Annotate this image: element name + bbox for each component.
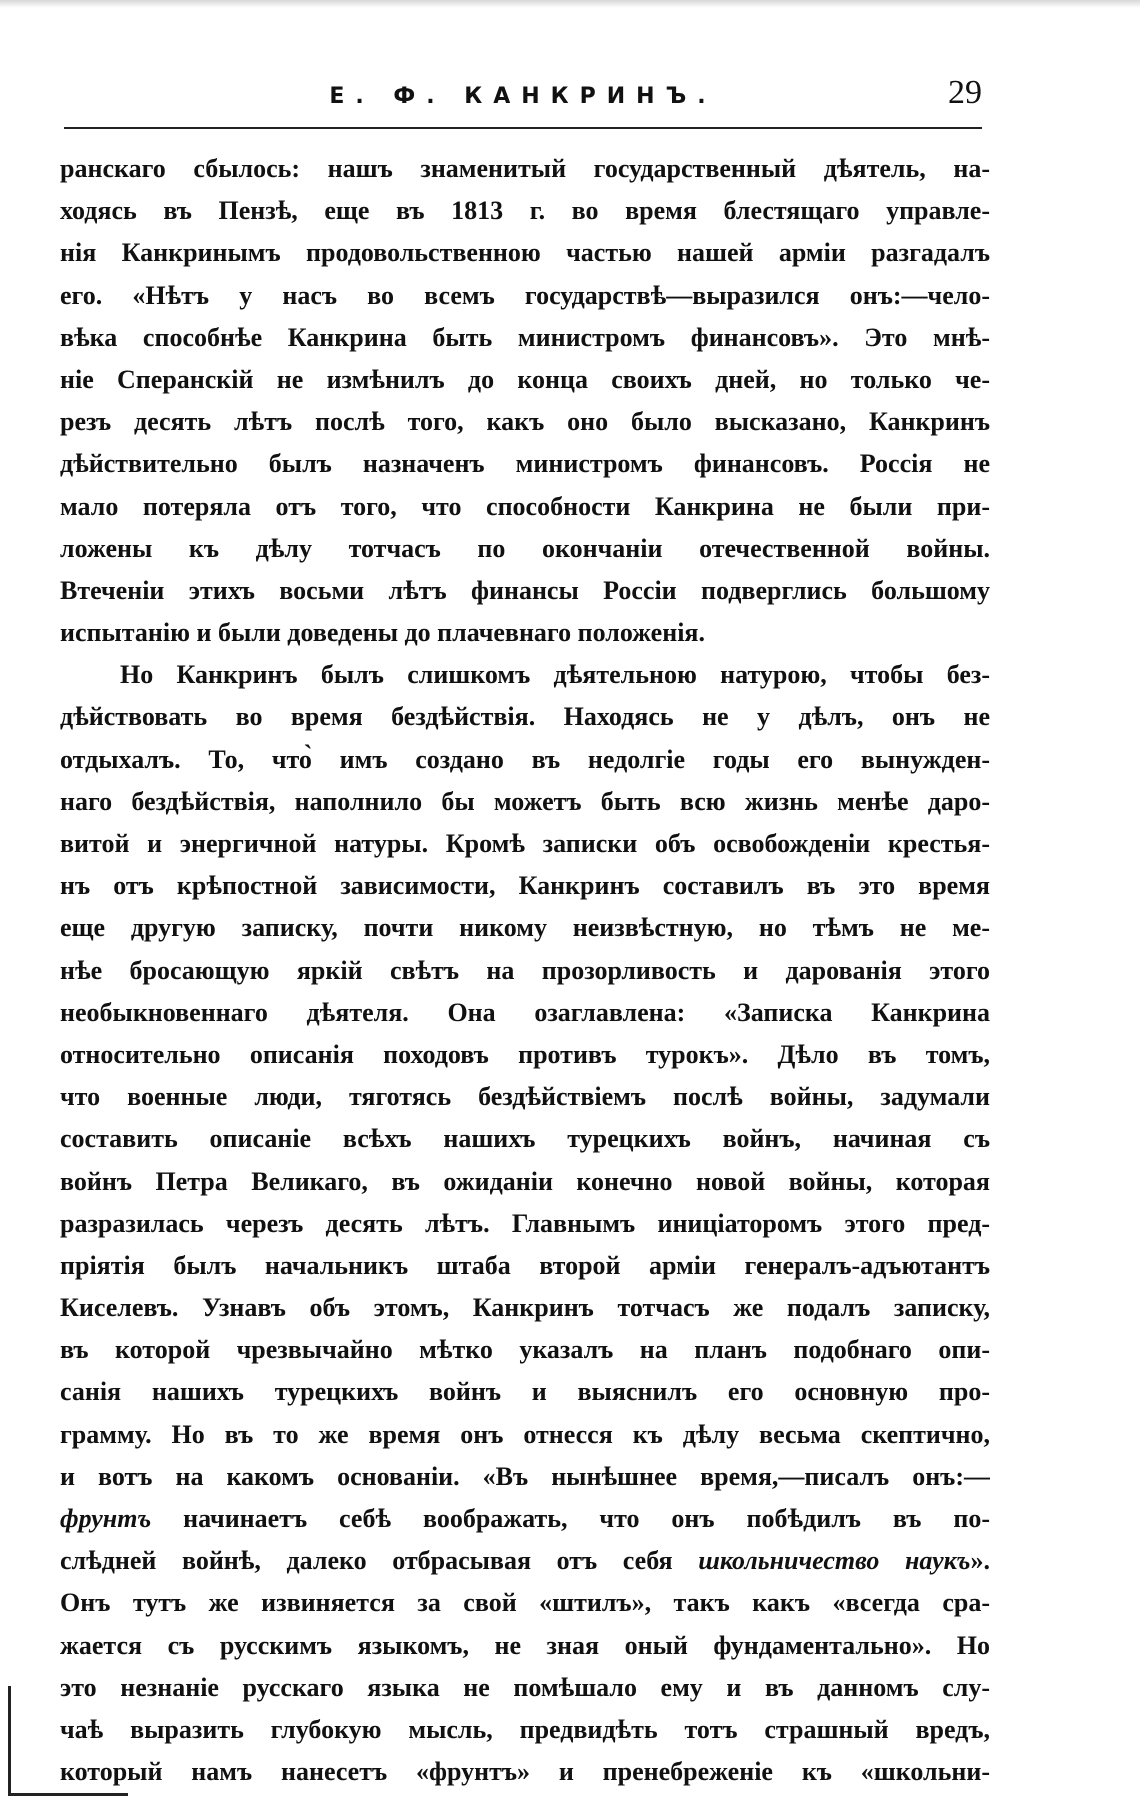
text-line: который намъ нанесетъ «фрунтъ» и пренебреженіе къ «школьни-	[60, 1757, 990, 1787]
running-title: Е. Ф. КАНКРИНЪ.	[329, 84, 717, 109]
text-line: резъ десять лѣтъ послѣ того, какъ оно было высказано, Канкринъ	[60, 407, 990, 437]
text-line: нъ отъ крѣпостной зависимости, Канкринъ составилъ въ это время	[60, 871, 990, 901]
text-line: и вотъ на какомъ основаніи. «Въ нынѣшнее время,—писалъ онъ:—	[60, 1461, 990, 1491]
running-head	[64, 74, 982, 126]
text-line: жается съ русскимъ языкомъ, не зная оный фундаментально». Но	[60, 1630, 990, 1660]
text-line: чаѣ выразить глубокую мысль, предвидѣть тотъ страшный вредъ,	[60, 1714, 990, 1744]
text-line: Втеченіи этихъ восьми лѣтъ финансы Россіи подверглись большому	[60, 575, 990, 605]
page-number: 29	[948, 74, 982, 111]
text-line: ложены къ дѣлу тотчасъ по окончаніи отечественной войны.	[60, 533, 990, 563]
text-line: его. «Нѣтъ у насъ во всемъ государствѣ—выразился онъ:—чело-	[60, 280, 990, 310]
scan-margin-mark-horizontal	[8, 1793, 128, 1796]
text-line: это незнаніе русскаго языка не помѣшало ему и въ данномъ слу-	[60, 1672, 990, 1702]
text-line: дѣйствительно былъ назначенъ министромъ финансовъ. Россія не	[60, 449, 990, 479]
text-line: ранскаго сбылось: нашъ знаменитый государственный дѣятель, на-	[60, 154, 990, 183]
text-line: ніе Сперанскій не измѣнилъ до конца своихъ дней, но только че-	[60, 364, 990, 394]
header-rule	[64, 127, 982, 129]
text-line: еще другую записку, почти никому неизвѣстную, но тѣмъ не ме-	[60, 913, 990, 943]
text-line: войнъ Петра Великаго, въ ожиданіи конечно новой войны, которая	[60, 1166, 990, 1196]
scan-margin-mark	[8, 1686, 11, 1796]
line-tail: ».	[970, 1546, 990, 1576]
italic-frunt: фрунтъ	[60, 1504, 152, 1533]
text-line: наго бездѣйствія, наполнило бы можетъ быть всю жизнь менѣе даро-	[60, 786, 990, 816]
text-line: мало потеряла отъ того, что способности Канкрина не были при-	[60, 491, 990, 521]
text-line: составить описаніе всѣхъ нашихъ турецкихъ войнъ, начиная съ	[60, 1124, 990, 1154]
scan-edge	[0, 0, 1140, 8]
text-line: санія нашихъ турецкихъ войнъ и выяснилъ его основную про-	[60, 1377, 990, 1407]
text-line: относительно описанія походовъ противъ турокъ». Дѣло въ томъ,	[60, 1039, 990, 1069]
text-line: Онъ тутъ же извиняется за свой «штилъ», такъ какъ «всегда сра-	[60, 1588, 990, 1618]
text-line: необыкновеннаго дѣятеля. Она озаглавлена: «Записка Канкрина	[60, 997, 990, 1027]
text-line: нѣе бросающую яркій свѣтъ на прозорливость и дарованія этого	[60, 955, 990, 985]
body-text	[60, 148, 990, 1793]
text-line: испытанію и были доведены до плачевнаго положенія.	[60, 618, 705, 648]
text-line: пріятія былъ начальникъ штаба второй арміи генералъ-адъютантъ	[60, 1250, 990, 1280]
text-line: нія Канкринымъ продовольственною частью нашей арміи разгадалъ	[60, 238, 990, 268]
text-line: отдыхалъ. То, что̀ имъ создано въ недолгіе годы его вынужден-	[60, 744, 990, 774]
text-line-shkol	[60, 1540, 990, 1582]
text-line: дѣйствовать во время бездѣйствія. Находясь не у дѣлъ, онъ не	[60, 702, 990, 732]
line-lead: слѣдней войнѣ, далеко отбрасывая отъ себя	[60, 1546, 699, 1576]
text-line: Но Канкринъ былъ слишкомъ дѣятельною натурою, чтобы без-	[120, 660, 990, 690]
text-line: витой и энергичной натуры. Кромѣ записки объ освобожденіи крестья-	[60, 829, 990, 858]
text-line: Киселевъ. Узнавъ объ этомъ, Канкринъ тотчасъ же подалъ записку,	[60, 1293, 990, 1323]
text-line-frunt	[60, 1498, 990, 1540]
line-rest: начинаетъ себѣ воображать, что онъ побѣдилъ въ по-	[151, 1504, 990, 1533]
text-line: разразилась черезъ десять лѣтъ. Главнымъ иниціаторомъ этого пред-	[60, 1208, 990, 1238]
text-line: ходясь въ Пензѣ, еще въ 1813 г. во время блестящаго управле-	[60, 196, 990, 226]
text-line: что военные люди, тяготясь бездѣйствіемъ послѣ войны, задумали	[60, 1082, 990, 1112]
text-line: въ которой чрезвычайно мѣтко указалъ на планъ подобнаго опи-	[60, 1335, 990, 1365]
text-line: вѣка способнѣе Канкрина быть министромъ финансовъ». Это мнѣ-	[60, 322, 990, 352]
text-line: грамму. Но въ то же время онъ отнесся къ дѣлу весьма скептично,	[60, 1419, 990, 1449]
italic-shkol: школьничество наукъ	[698, 1546, 971, 1576]
